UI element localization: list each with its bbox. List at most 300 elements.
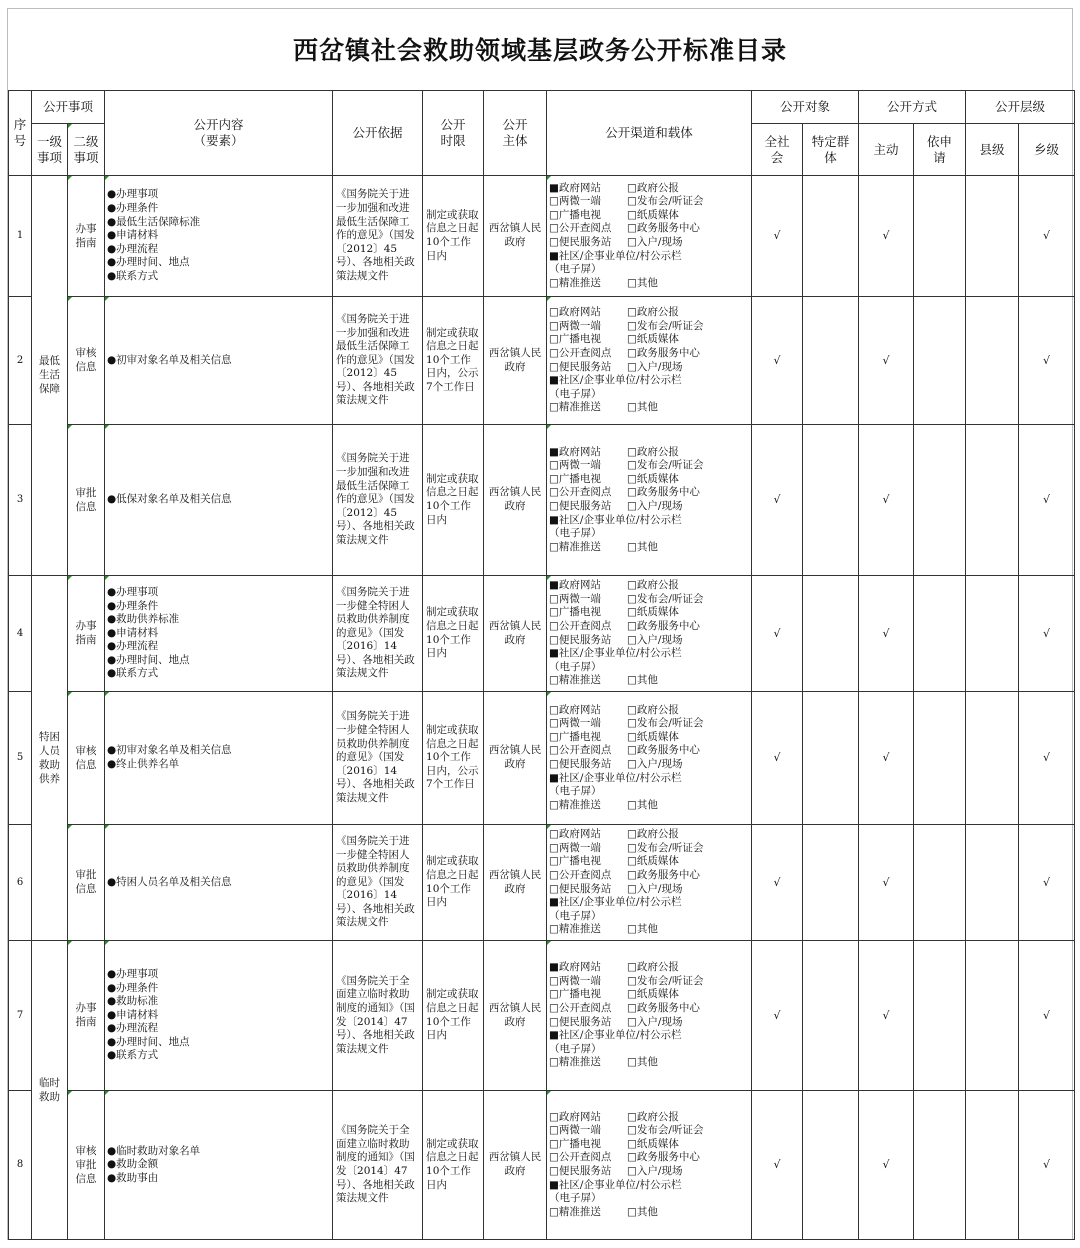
header-mode: 公开方式 <box>859 91 966 124</box>
channel-pair <box>549 320 749 334</box>
check-active: √ <box>859 425 914 576</box>
channel-pair <box>549 883 749 897</box>
channel-pair <box>549 333 749 347</box>
channel-pair <box>549 1165 749 1179</box>
content-cell <box>105 297 333 425</box>
check-request <box>914 425 966 576</box>
row-seq: 1 <box>9 176 32 297</box>
channel-option: □纸质媒体 <box>627 1137 679 1150</box>
channel-cell <box>547 1091 752 1240</box>
channel-option: □纸质媒体 <box>627 208 679 221</box>
content-item: ●办理时间、地点 <box>107 653 190 666</box>
content-item: ●临时救助对象名单 <box>107 1144 201 1157</box>
channel-option: □公开查阅点 <box>549 346 612 359</box>
channel-option: □广播电视 <box>549 606 601 619</box>
check-active: √ <box>859 1091 914 1240</box>
basis-cell: 《国务院关于进一步健全特困人员救助供养制度的意见》（国发〔2016〕14号）、各地相关政策法规文件 <box>333 825 423 941</box>
channel-pair <box>549 182 749 196</box>
channel-option: □便民服务站 <box>549 236 612 248</box>
row-seq: 7 <box>9 941 32 1091</box>
header-seq: 序号 <box>9 91 32 176</box>
check-request <box>914 1091 966 1240</box>
content-cell <box>105 825 333 941</box>
check-town: √ <box>1019 941 1075 1091</box>
header-content: 公开内容（要素） <box>105 91 333 176</box>
check-county <box>966 297 1019 425</box>
channel-option: □广播电视 <box>549 855 601 868</box>
channel-pair <box>549 855 749 869</box>
channel-option: □政务服务中心 <box>627 619 700 632</box>
channel-option: □广播电视 <box>549 208 601 221</box>
channel-pair <box>549 975 749 989</box>
channel-option: □精准推送 <box>549 798 601 811</box>
channel-option: □两微一端 <box>549 319 601 332</box>
channel-cell <box>547 425 752 576</box>
check-request <box>914 297 966 425</box>
channel-option: □政务服务中心 <box>627 486 700 499</box>
channel-option: □入户/现场 <box>627 882 683 895</box>
header-row-1 <box>9 91 1075 124</box>
channel-pair <box>549 446 749 460</box>
subject-cell: 西岔镇人民政府 <box>484 297 547 425</box>
channel-pair <box>549 486 749 500</box>
level2-item <box>68 297 105 425</box>
level1-item <box>32 176 68 576</box>
check-active: √ <box>859 692 914 825</box>
catalog-table <box>8 90 1075 1240</box>
basis-cell: 《国务院关于进一步健全特困人员救助供养制度的意见》（国发〔2016〕14号）、各地相关政策法规文件 <box>333 692 423 825</box>
check-group <box>803 941 859 1091</box>
channel-pair <box>549 222 749 236</box>
header-target-all: 全社会 <box>752 124 803 176</box>
channel-option: □政府公报 <box>627 579 679 592</box>
channel-option: □政府公报 <box>627 445 679 458</box>
subject-cell: 西岔镇人民政府 <box>484 692 547 825</box>
channel-option: □纸质媒体 <box>627 472 679 485</box>
check-county <box>966 176 1019 297</box>
channel-option: □公开查阅点 <box>549 1151 612 1164</box>
check-county <box>966 576 1019 692</box>
content-item: ●联系方式 <box>107 1049 159 1062</box>
level2-item <box>68 425 105 576</box>
channel-option: □精准推送 <box>549 540 601 553</box>
channel-option: □政务服务中心 <box>627 222 700 235</box>
table-row <box>9 297 1075 425</box>
header-level2: 二级事项 <box>68 124 105 176</box>
level1-item <box>32 941 68 1240</box>
check-county <box>966 692 1019 825</box>
check-active: √ <box>859 941 914 1091</box>
limit-cell: 制定或获取信息之日起10个工作日内 <box>423 576 484 692</box>
channel-pair <box>549 842 749 856</box>
header-target: 公开对象 <box>752 91 859 124</box>
basis-cell: 《国务院关于进一步加强和改进最低生活保障工作的意见》（国发〔2012〕45号）、各地相关政策法规文件 <box>333 176 423 297</box>
check-group <box>803 425 859 576</box>
check-town: √ <box>1019 576 1075 692</box>
content-cell <box>105 576 333 692</box>
level2-item <box>68 1091 105 1240</box>
channel-option: □其他 <box>627 923 658 936</box>
limit-cell: 制定或获取信息之日起10个工作日内 <box>423 425 484 576</box>
channel-option: □公开查阅点 <box>549 486 612 499</box>
content-item: ●终止供养名单 <box>107 758 180 770</box>
check-town: √ <box>1019 1091 1075 1240</box>
channel-pair <box>549 869 749 883</box>
table-row <box>9 425 1075 576</box>
channel-option: □政府网站 <box>549 703 601 716</box>
channel-option: □入户/现场 <box>627 500 683 512</box>
subject-cell: 西岔镇人民政府 <box>484 576 547 692</box>
channel-option: □发布会/听证会 <box>627 195 704 208</box>
channel-option: □精准推送 <box>549 276 601 289</box>
check-group <box>803 576 859 692</box>
channel-option: □便民服务站 <box>549 500 612 512</box>
channel-option: □广播电视 <box>549 1137 601 1150</box>
channel-cell <box>547 297 752 425</box>
channel-option: □精准推送 <box>549 1205 601 1218</box>
content-item: ●办理条件 <box>107 599 159 612</box>
limit-cell: 制定或获取信息之日起10个工作日内 <box>423 941 484 1091</box>
level2-label: 审核审批信息 <box>75 1144 97 1185</box>
check-county <box>966 1091 1019 1240</box>
channel-option: ■政府网站 <box>549 579 601 592</box>
check-all: √ <box>752 576 803 692</box>
channel-option: □公开查阅点 <box>549 744 612 757</box>
content-item: ●办理流程 <box>107 640 159 653</box>
channel-option: □政府公报 <box>627 961 679 974</box>
level2-label: 审核信息 <box>75 744 97 771</box>
row-seq: 5 <box>9 692 32 825</box>
table-row <box>9 176 1075 297</box>
content-cell <box>105 425 333 576</box>
channel-option: □便民服务站 <box>549 633 612 646</box>
channel-pair <box>549 717 749 731</box>
check-town: √ <box>1019 825 1075 941</box>
level2-label: 办事指南 <box>75 620 97 647</box>
channel-pair <box>549 1151 749 1165</box>
document-sheet <box>7 8 1073 1240</box>
channel-pair <box>549 923 749 937</box>
channel-option: □公开查阅点 <box>549 868 612 881</box>
channel-pair <box>549 1056 749 1070</box>
check-all: √ <box>752 425 803 576</box>
channel-option: □其他 <box>627 798 658 811</box>
table-row <box>9 692 1075 825</box>
channel-option: □纸质媒体 <box>627 606 679 619</box>
header-subject: 公开主体 <box>484 91 547 176</box>
channel-option: □两微一端 <box>549 717 601 730</box>
limit-cell: 制定或获取信息之日起10个工作日内，公示7个工作日 <box>423 297 484 425</box>
channel-pair <box>549 361 749 375</box>
channel-option: □政务服务中心 <box>627 1001 700 1014</box>
channel-option: □精准推送 <box>549 674 601 687</box>
level2-item <box>68 576 105 692</box>
channel-option: □政府公报 <box>627 703 679 716</box>
channel-option: □政府公报 <box>627 306 679 319</box>
level2-item <box>68 176 105 297</box>
channel-pair <box>549 961 749 975</box>
table-row <box>9 825 1075 941</box>
channel-pair <box>549 674 749 688</box>
check-county <box>966 825 1019 941</box>
level2-label: 审核信息 <box>75 347 97 374</box>
check-active: √ <box>859 576 914 692</box>
channel-option: ■政府网站 <box>549 445 601 458</box>
check-request <box>914 825 966 941</box>
limit-cell: 制定或获取信息之日起10个工作日内 <box>423 825 484 941</box>
channel-option: □发布会/听证会 <box>627 459 704 472</box>
subject-cell: 西岔镇人民政府 <box>484 825 547 941</box>
channel-option: ■社区/企事业单位/村公示栏（电子屏） <box>549 896 682 922</box>
level1-label: 特困人员救助供养 <box>39 730 60 785</box>
channel-pair <box>549 606 749 620</box>
check-group <box>803 1091 859 1240</box>
content-cell <box>105 1091 333 1240</box>
check-town: √ <box>1019 692 1075 825</box>
channel-pair <box>549 1206 749 1220</box>
channel-option: □发布会/听证会 <box>627 717 704 730</box>
check-town: √ <box>1019 425 1075 576</box>
check-active: √ <box>859 825 914 941</box>
channel-option: □精准推送 <box>549 923 601 936</box>
channel-option: ■社区/企事业单位/村公示栏（电子屏） <box>549 249 682 276</box>
channel-option: □其他 <box>627 401 658 414</box>
check-all: √ <box>752 297 803 425</box>
channel-option: □其他 <box>627 540 658 553</box>
channel-pair <box>549 620 749 634</box>
channel-option: □发布会/听证会 <box>627 841 704 854</box>
channel-option: ■社区/企事业单位/村公示栏（电子屏） <box>549 1178 682 1205</box>
subject-cell: 西岔镇人民政府 <box>484 1091 547 1240</box>
check-county <box>966 941 1019 1091</box>
check-group <box>803 176 859 297</box>
content-item: ●救助供养标准 <box>107 613 180 626</box>
check-group <box>803 692 859 825</box>
channel-pair <box>549 744 749 758</box>
channel-option: □纸质媒体 <box>627 855 679 868</box>
channel-pair <box>549 704 749 718</box>
content-item: ●救助金额 <box>107 1158 159 1171</box>
channel-pair <box>549 579 749 593</box>
row-seq: 4 <box>9 576 32 692</box>
content-item: ●办理流程 <box>107 1022 159 1035</box>
row-seq: 8 <box>9 1091 32 1240</box>
content-item: ●救助事由 <box>107 1171 159 1184</box>
level2-item <box>68 825 105 941</box>
channel-option: □公开查阅点 <box>549 222 612 235</box>
row-seq: 6 <box>9 825 32 941</box>
content-item: ●联系方式 <box>107 667 159 680</box>
channel-option: □便民服务站 <box>549 882 612 895</box>
limit-cell: 制定或获取信息之日起10个工作日内，公示7个工作日 <box>423 692 484 825</box>
channel-option: □两微一端 <box>549 592 601 605</box>
channel-pair <box>549 347 749 361</box>
level2-label: 办事指南 <box>75 1002 97 1029</box>
channel-option: □政府公报 <box>627 1110 679 1123</box>
header-layer-county: 县级 <box>966 124 1019 176</box>
level1-item <box>32 576 68 941</box>
check-all: √ <box>752 176 803 297</box>
content-item: ●申请材料 <box>107 1008 159 1021</box>
channel-option: □两微一端 <box>549 1124 601 1137</box>
basis-cell: 《国务院关于进一步加强和改进最低生活保障工作的意见》（国发〔2012〕45号）、各地相关政策法规文件 <box>333 425 423 576</box>
channel-pair <box>549 541 749 555</box>
channel-pair <box>549 593 749 607</box>
check-all: √ <box>752 941 803 1091</box>
table-body <box>9 176 1075 1240</box>
channel-pair <box>549 195 749 209</box>
check-county <box>966 425 1019 576</box>
check-request <box>914 576 966 692</box>
channel-option: □两微一端 <box>549 195 601 208</box>
channel-option: □纸质媒体 <box>627 333 679 346</box>
channel-option: □政府网站 <box>549 828 601 841</box>
channel-option: □政务服务中心 <box>627 346 700 359</box>
channel-pair <box>549 500 749 514</box>
channel-option: ■社区/企事业单位/村公示栏（电子屏） <box>549 1029 682 1055</box>
check-request <box>914 176 966 297</box>
channel-option: □广播电视 <box>549 333 601 346</box>
check-town: √ <box>1019 297 1075 425</box>
content-item: ●初审对象名单及相关信息 <box>107 353 232 366</box>
channel-option: ■社区/企事业单位/村公示栏（电子屏） <box>549 513 682 540</box>
check-all: √ <box>752 1091 803 1240</box>
channel-option: □精准推送 <box>549 401 601 414</box>
subject-cell: 西岔镇人民政府 <box>484 941 547 1091</box>
header-target-group: 特定群体 <box>803 124 859 176</box>
level1-label: 临时救助 <box>39 1076 60 1103</box>
channel-option: ■社区/企事业单位/村公示栏（电子屏） <box>549 374 682 400</box>
title-area <box>8 9 1072 89</box>
channel-option: □入户/现场 <box>627 1165 683 1177</box>
channel-pair <box>549 1111 749 1125</box>
check-all: √ <box>752 825 803 941</box>
channel-option: □便民服务站 <box>549 360 612 373</box>
channel-option: □便民服务站 <box>549 758 612 770</box>
channel-option: □广播电视 <box>549 472 601 485</box>
content-item: ●办理条件 <box>107 981 159 994</box>
content-item: ●申请材料 <box>107 229 159 242</box>
channel-pair <box>549 401 749 415</box>
channel-option: □其他 <box>627 674 658 687</box>
channel-option: □政府公报 <box>627 828 679 841</box>
channel-option: □入户/现场 <box>627 758 683 770</box>
basis-cell: 《国务院关于全面建立临时救助制度的通知》（国发〔2014〕47号）、各地相关政策法规文件 <box>333 1091 423 1240</box>
content-item: ●申请材料 <box>107 626 159 639</box>
channel-pair <box>549 634 749 648</box>
content-item: ●办理条件 <box>107 202 159 215</box>
channel-option: □入户/现场 <box>627 633 683 646</box>
channel-pair <box>549 1124 749 1138</box>
channel-option: □政务服务中心 <box>627 1151 700 1164</box>
check-active: √ <box>859 297 914 425</box>
header-items: 公开事项 <box>32 91 105 124</box>
channel-pair <box>549 236 749 250</box>
channel-option: □精准推送 <box>549 1056 601 1069</box>
channel-option: □政务服务中心 <box>627 744 700 757</box>
content-item: ●初审对象名单及相关信息 <box>107 744 232 757</box>
channel-cell <box>547 576 752 692</box>
level1-label: 最低生活保障 <box>39 355 60 396</box>
channel-pair <box>549 277 749 291</box>
level2-label: 办事指南 <box>75 222 97 249</box>
basis-cell: 《国务院关于全面建立临时救助制度的通知》（国发〔2014〕47号）、各地相关政策法规文件 <box>333 941 423 1091</box>
channel-pair <box>549 459 749 473</box>
content-cell <box>105 692 333 825</box>
table-row <box>9 941 1075 1091</box>
channel-pair <box>549 731 749 745</box>
channel-cell <box>547 941 752 1091</box>
subject-cell: 西岔镇人民政府 <box>484 425 547 576</box>
check-group <box>803 825 859 941</box>
row-seq: 3 <box>9 425 32 576</box>
channel-option: ■政府网站 <box>549 961 601 974</box>
content-item: ●办理流程 <box>107 242 159 255</box>
page-title: 西岔镇社会救助领域基层政务公开标准目录 <box>292 36 787 65</box>
basis-cell: 《国务院关于进一步健全特困人员救助供养制度的意见》（国发〔2016〕14号）、各地相关政策法规文件 <box>333 576 423 692</box>
check-request <box>914 692 966 825</box>
channel-option: ■社区/企事业单位/村公示栏（电子屏） <box>549 771 682 798</box>
channel-option: ■政府网站 <box>549 181 601 194</box>
header-channel: 公开渠道和载体 <box>547 91 752 176</box>
channel-option: □入户/现场 <box>627 360 683 373</box>
channel-option: □纸质媒体 <box>627 730 679 743</box>
row-seq: 2 <box>9 297 32 425</box>
channel-option: □政府网站 <box>549 1110 601 1123</box>
content-item: ●最低生活保障标准 <box>107 215 201 228</box>
channel-option: ■社区/企事业单位/村公示栏（电子屏） <box>549 647 682 673</box>
channel-option: □发布会/听证会 <box>627 592 704 605</box>
level2-item <box>68 941 105 1091</box>
channel-option: □发布会/听证会 <box>627 1124 704 1137</box>
limit-cell: 制定或获取信息之日起10个工作日内 <box>423 1091 484 1240</box>
channel-pair <box>549 1002 749 1016</box>
header-basis: 公开依据 <box>333 91 423 176</box>
channel-cell <box>547 825 752 941</box>
header-layer: 公开层级 <box>966 91 1075 124</box>
content-item: ●低保对象名单及相关信息 <box>107 493 232 506</box>
channel-pair <box>549 306 749 320</box>
channel-option: □其他 <box>627 276 658 289</box>
channel-pair <box>549 1138 749 1152</box>
header-limit: 公开时限 <box>423 91 484 176</box>
basis-cell: 《国务院关于进一步加强和改进最低生活保障工作的意见》（国发〔2012〕45号）、各地相关政策法规文件 <box>333 297 423 425</box>
level2-item <box>68 692 105 825</box>
channel-pair <box>549 1016 749 1030</box>
level2-label: 审批信息 <box>75 869 97 896</box>
header-mode-request: 依申请 <box>914 124 966 176</box>
check-group <box>803 297 859 425</box>
channel-option: □入户/现场 <box>627 1015 683 1028</box>
channel-option: □广播电视 <box>549 988 601 1001</box>
channel-option: □入户/现场 <box>627 236 683 248</box>
content-cell <box>105 941 333 1091</box>
table-row <box>9 1091 1075 1240</box>
limit-cell: 制定或获取信息之日起10个工作日内 <box>423 176 484 297</box>
channel-option: □其他 <box>627 1205 658 1218</box>
content-cell <box>105 176 333 297</box>
header-level1: 一级事项 <box>32 124 68 176</box>
channel-pair <box>549 828 749 842</box>
channel-cell <box>547 176 752 297</box>
channel-option: □公开查阅点 <box>549 1001 612 1014</box>
content-item: ●办理时间、地点 <box>107 256 190 269</box>
channel-option: □发布会/听证会 <box>627 319 704 332</box>
channel-option: □便民服务站 <box>549 1165 612 1177</box>
content-item: ●救助标准 <box>107 995 159 1008</box>
content-item: ●办理事项 <box>107 967 159 980</box>
channel-option: □两微一端 <box>549 459 601 472</box>
